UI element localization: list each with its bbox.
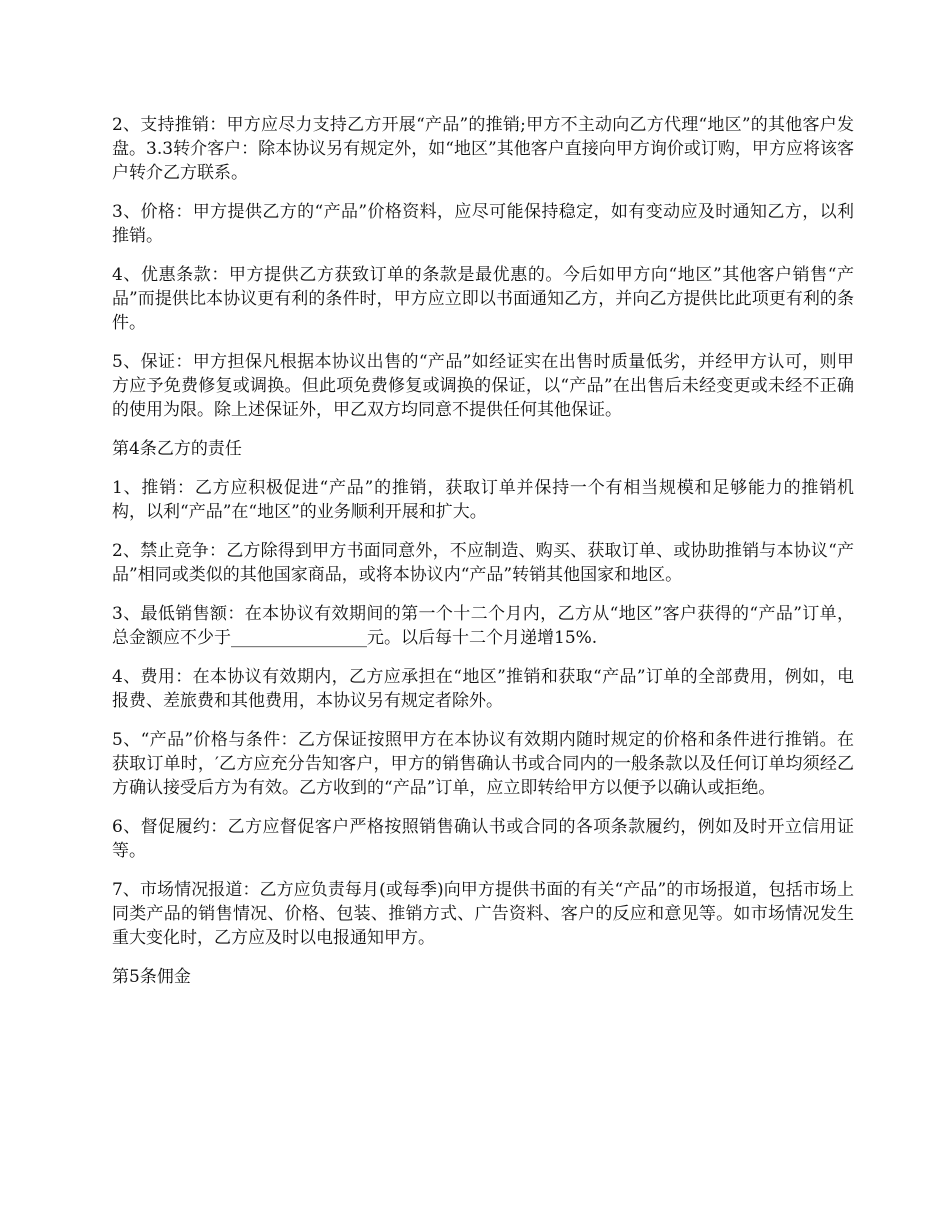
clause-4-3-minimum-sales: 3、最低销售额：在本协议有效期间的第一个十二个月内，乙方从“地区”客户获得的“产品”订单，总金额应不少于________________元。以后每十二个月递增15%. — [112, 604, 854, 648]
clause-4-6-performance: 6、督促履约：乙方应督促客户严格按照销售确认书或合同的各项条款履约，例如及时开立信用证等。 — [112, 817, 854, 861]
section-4-heading: 第4条乙方的责任 — [112, 439, 242, 459]
clause-4-2-non-compete: 2、禁止竞争：乙方除得到甲方书面同意外，不应制造、购买、获取订单、或协助推销与本协议“产品”相同或类似的其他国家商品，或将本协议内“产品”转销其他国家和地区。 — [112, 541, 854, 585]
clause-4-1-promotion: 1、推销：乙方应积极促进“产品”的推销，获取订单并保持一个有相当规模和足够能力的推销机构，以利“产品”在“地区”的业务顺利开展和扩大。 — [112, 478, 854, 522]
clause-3-3-price: 3、价格：甲方提供乙方的“产品”价格资料，应尽可能保持稳定，如有变动应及时通知乙方，以利推销。 — [112, 202, 854, 246]
clause-4-5-price-and-terms: 5、“产品”价格与条件：乙方保证按照甲方在本协议有效期内随时规定的价格和条件进行推销。在获取订单时，′乙方应充分告知客户，甲方的销售确认书或合同内的一般条款以及任何订单均须经乙方确认接受后方为有效。乙方收到的“产品”订单，应立即转给甲方以便予以确认或拒绝。 — [112, 730, 854, 798]
document-page — [112, 113, 854, 1004]
clause-4-7-market-report: 7、市场情况报道：乙方应负责每月(或每季)向甲方提供书面的有关“产品”的市场报道，包括市场上同类产品的销售情况、价格、包装、推销方式、广告资料、客户的反应和意见等。如市场情况发生重大变化时，乙方应及时以电报通知甲方。 — [112, 880, 854, 948]
clause-3-2-support-sales: 2、支持推销：甲方应尽力支持乙方开展“产品”的推销;甲方不主动向乙方代理“地区”的其他客户发盘。3.3转介客户：除本协议另有规定外，如“地区”其他客户直接向甲方询价或订购，甲方应将该客户转介乙方联系。 — [112, 115, 854, 183]
clause-3-5-warranty: 5、保证：甲方担保凡根据本协议出售的“产品”如经证实在出售时质量低劣，并经甲方认可，则甲方应予免费修复或调换。但此项免费修复或调换的保证，以“产品”在出售后未经变更或未经不正确的使用为限。除上述保证外，甲乙双方均同意不提供任何其他保证。 — [112, 352, 854, 420]
section-5-heading: 第5条佣金 — [112, 967, 191, 987]
clause-4-4-expenses: 4、费用：在本协议有效期内，乙方应承担在“地区”推销和获取“产品”订单的全部费用，例如，电报费、差旅费和其他费用，本协议另有规定者除外。 — [112, 667, 854, 711]
clause-3-4-preferential-terms: 4、优惠条款：甲方提供乙方获致订单的条款是最优惠的。今后如甲方向“地区”其他客户销售“产品”而提供比本协议更有利的条件时，甲方应立即以书面通知乙方，并向乙方提供比此项更有利的条件。 — [112, 265, 854, 333]
